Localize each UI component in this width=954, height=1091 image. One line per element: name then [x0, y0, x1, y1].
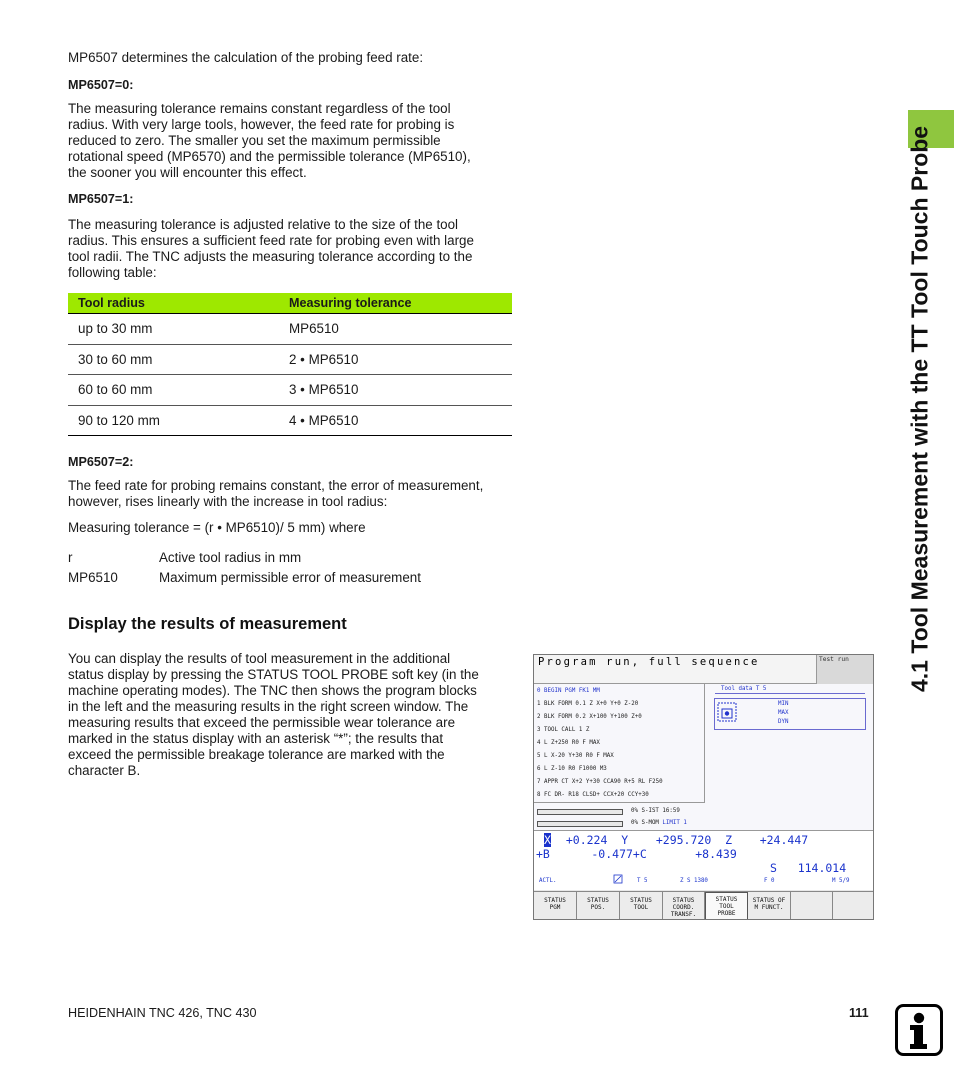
- cell-radius: up to 30 mm: [78, 321, 153, 336]
- text-line: marked in the status display with an asterisk “*”; the results that: [68, 731, 444, 746]
- program-line: 7 APPR CT X+2 Y+30 CCA90 R+5 RL F250: [537, 779, 663, 785]
- text-line: radius. With very large tools, however, the feed rate for probing is: [68, 117, 455, 132]
- softkey-line: POS.: [590, 904, 606, 911]
- softkey-empty[interactable]: [791, 892, 833, 920]
- header-tool-radius: Tool radius: [78, 296, 145, 310]
- program-line: 4 L Z+250 R0 F MAX: [537, 740, 600, 746]
- position-row-3: S 114.014: [770, 861, 847, 875]
- max-label: MAX: [778, 710, 789, 716]
- text-line: reduced to zero. The smaller you set the maximum permissible: [68, 133, 441, 148]
- softkey-line: COORD.: [672, 904, 695, 911]
- table-header: [68, 293, 512, 314]
- cell-tolerance: 4 • MP6510: [289, 412, 359, 428]
- tolerance-table: [68, 293, 512, 436]
- text-line: character B.: [68, 763, 141, 778]
- text-line: The feed rate for probing remains constant, the error of measurement,: [68, 478, 484, 493]
- softkey-line: STATUS OF: [752, 897, 786, 904]
- axis-x-highlight: X: [544, 833, 551, 847]
- softkey-line: TOOL: [719, 903, 734, 910]
- cell-tolerance: 2 • MP6510: [289, 351, 359, 367]
- program-line: 3 TOOL CALL 1 Z: [537, 727, 590, 733]
- mp6507-0-paragraph: [68, 101, 514, 181]
- def-desc: Active tool radius in mm: [159, 550, 302, 565]
- text-line: tool radii. The TNC adjusts the measuring tolerance according to the: [68, 249, 473, 264]
- display-paragraph: [68, 651, 514, 779]
- tnc-mode-bar: [534, 655, 816, 684]
- softkey-line: TOOL: [633, 904, 649, 911]
- bar1-text: 0% S-IST 16:59: [631, 808, 680, 814]
- bar2-text: [631, 820, 687, 826]
- softkey-line: M FUNCT.: [754, 904, 784, 911]
- def-term: MP6510: [68, 570, 118, 585]
- text-line: machine operating modes). The TNC then shows the program blocks: [68, 683, 477, 698]
- footer-product: HEIDENHAIN TNC 426, TNC 430: [68, 1006, 257, 1020]
- tool-icon: [613, 874, 623, 884]
- softkey-status-tool[interactable]: [620, 892, 663, 920]
- softkey-line: STATUS: [630, 897, 652, 904]
- text-line: following table:: [68, 265, 157, 280]
- mp6507-1-heading: MP6507=1:: [68, 192, 134, 206]
- spindle-moment-bar: [537, 821, 623, 827]
- bar2-label: 0% S-MOM: [631, 820, 659, 826]
- header-measuring-tolerance: Measuring tolerance: [289, 296, 412, 310]
- text-line: The measuring tolerance remains constant regardless of the tool: [68, 101, 451, 116]
- min-label: MIN: [778, 701, 789, 707]
- table-row: [68, 406, 512, 437]
- section-heading: Display the results of measurement: [68, 615, 347, 633]
- position-row-2: +B -0.477+C +8.439: [536, 847, 737, 861]
- def-desc: Maximum permissible error of measurement: [159, 570, 421, 585]
- program-line: 5 L X-20 Y+30 R0 F MAX: [537, 753, 614, 759]
- tnc-mode-title: Program run, full sequence: [538, 656, 760, 668]
- actl-label: ACTL.: [539, 878, 557, 884]
- chapter-title: 4.1 Tool Measurement with the TT Tool Touch Probe: [906, 125, 933, 692]
- tnc-program-window: [534, 684, 705, 802]
- softkey-status-tool-probe[interactable]: [705, 892, 748, 920]
- text-line: radius. This ensures a sufficient feed rate for probing even with large: [68, 233, 474, 248]
- spindle-axis-speed: Z S 1380: [680, 878, 708, 884]
- dyn-label: DYN: [778, 719, 789, 725]
- text-line: however, rises linearly with the increase in tool radius:: [68, 494, 388, 509]
- info-icon: [895, 1004, 943, 1056]
- text-line: rotational speed (MP6570) and the permissible tolerance (MP6510),: [68, 149, 471, 164]
- softkey-line: TRANSF.: [670, 911, 697, 918]
- tool-number: T 5: [637, 878, 648, 884]
- softkey-line: PROBE: [717, 910, 736, 917]
- softkey-status-coord-transf[interactable]: [663, 892, 705, 920]
- softkey-line: STATUS: [544, 897, 566, 904]
- tnc-load-bars: [534, 802, 705, 830]
- formula-text: Measuring tolerance = (r • MP6510)/ 5 mm) where: [68, 520, 366, 535]
- text-line: status display by pressing the STATUS TOOL PROBE soft key (in the: [68, 667, 479, 682]
- tnc-screen-figure: [533, 654, 874, 920]
- intro-text: MP6507 determines the calculation of the probing feed rate:: [68, 50, 424, 65]
- text-line: the sooner you will encounter this effect.: [68, 165, 307, 180]
- limit-label: LIMIT 1: [662, 820, 687, 826]
- program-line: 8 FC DR- R18 CLSD+ CCX+20 CCY+30: [537, 792, 649, 798]
- softkey-line: PGM: [549, 904, 561, 911]
- softkey-line: STATUS: [672, 897, 695, 904]
- program-line: 6 L Z-10 R0 F1000 M3: [537, 766, 607, 772]
- tool-data-label: Tool data T 5: [721, 686, 767, 692]
- table-row: [68, 345, 512, 376]
- program-line: 0 BEGIN PGM FK1 MM: [537, 688, 600, 694]
- program-line: 1 BLK FORM 0.1 Z X+0 Y+0 Z-20: [537, 701, 639, 707]
- cell-radius: 30 to 60 mm: [78, 351, 153, 367]
- text-line: The measuring tolerance is adjusted relative to the size of the tool: [68, 217, 459, 232]
- def-term: r: [68, 550, 73, 565]
- text-line: exceed the permissible breakage tolerance are marked with the: [68, 747, 445, 762]
- cell-tolerance: 3 • MP6510: [289, 382, 359, 397]
- mp6507-0-heading: MP6507=0:: [68, 78, 134, 92]
- mp6507-2-heading: MP6507=2:: [68, 455, 134, 469]
- tnc-status-window: [705, 684, 874, 830]
- table-row: [68, 314, 512, 345]
- page-number: 111: [849, 1006, 869, 1020]
- text-line: You can display the results of tool measurement in the additional: [68, 651, 451, 666]
- touch-probe-icon: [717, 702, 737, 722]
- tnc-test-run-label: Test run: [819, 656, 849, 663]
- m-functions: M 5/9: [832, 878, 850, 884]
- feed-rate: F 0: [764, 878, 775, 884]
- cell-radius: 60 to 60 mm: [78, 382, 153, 397]
- tnc-position-display: [534, 830, 874, 890]
- softkey-status-pgm[interactable]: [534, 892, 577, 920]
- softkey-status-pos[interactable]: [577, 892, 620, 920]
- table-row: [68, 375, 512, 406]
- softkey-line: STATUS: [715, 896, 738, 903]
- text-line: measuring results that exceed the permissible wear tolerance are: [68, 715, 456, 730]
- tnc-test-run-panel: [816, 655, 874, 684]
- mp6507-2-paragraph: [68, 478, 514, 510]
- mp6507-1-paragraph: [68, 217, 514, 281]
- program-line: 2 BLK FORM 0.2 X+100 Y+100 Z+0: [537, 714, 642, 720]
- softkey-status-m-funct[interactable]: [748, 892, 791, 920]
- spindle-load-bar: [537, 809, 623, 815]
- cell-tolerance: MP6510: [289, 321, 339, 336]
- position-row-1: +0.224 Y +295.720 Z +24.447: [552, 833, 809, 847]
- text-line: in the left and the measuring results in the right screen window. The: [68, 699, 469, 714]
- tnc-softkey-row: [534, 891, 874, 920]
- softkey-line: STATUS: [587, 897, 609, 904]
- cell-radius: 90 to 120 mm: [78, 412, 160, 428]
- divider: [715, 693, 865, 694]
